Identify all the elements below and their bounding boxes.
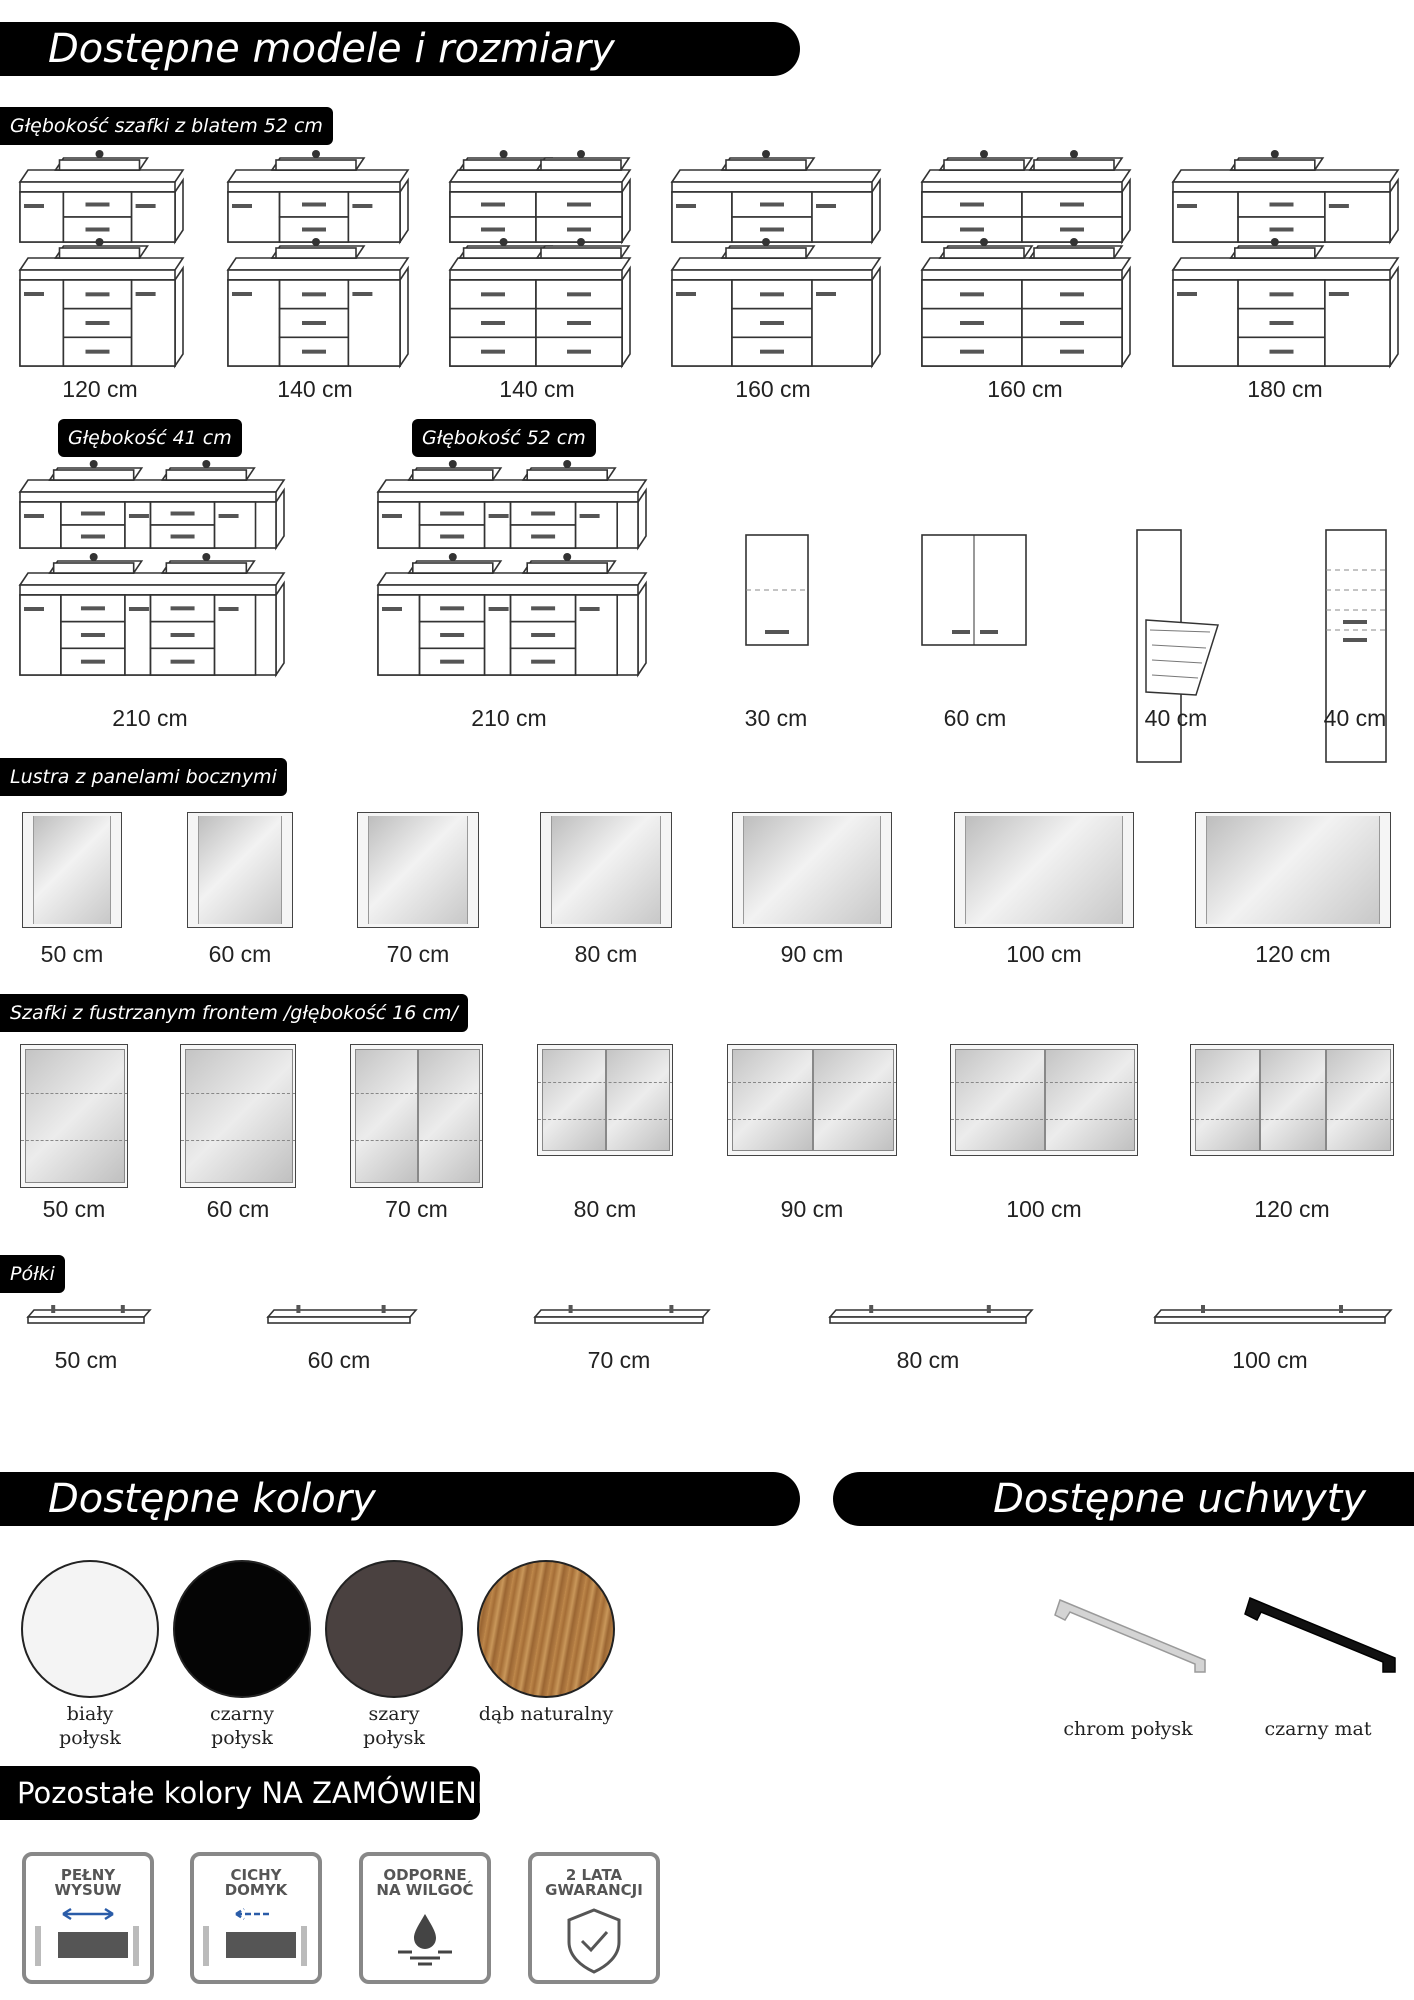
color-label xyxy=(162,1702,322,1750)
size-label: 120 cm xyxy=(62,376,138,402)
shelf-line xyxy=(1191,1082,1393,1083)
vanity-drawings xyxy=(0,150,1414,410)
vanity-cabinet xyxy=(20,460,284,548)
size-label: 120 cm xyxy=(1255,941,1331,967)
color-label xyxy=(10,1702,170,1750)
size-label: 70 cm xyxy=(385,1196,448,1222)
size-label: 40 cm xyxy=(1144,705,1208,731)
feature-text xyxy=(194,1868,318,1898)
vanity-cabinet xyxy=(672,150,880,242)
size-label: 70 cm xyxy=(587,1347,651,1373)
vanity-cabinet xyxy=(228,150,408,242)
shelf-line xyxy=(21,1140,127,1141)
size-label: 210 cm xyxy=(471,705,547,731)
shelf-line xyxy=(951,1082,1137,1083)
feature-badge xyxy=(22,1852,154,1984)
shelf-line xyxy=(351,1140,482,1141)
mirror-image xyxy=(732,812,892,928)
full-extension-icon xyxy=(33,1906,143,1976)
mirror-glass xyxy=(368,816,468,924)
feature-badge xyxy=(528,1852,660,1984)
color-swatch[interactable] xyxy=(477,1560,615,1698)
shelf-line xyxy=(181,1093,295,1094)
size-label: 90 cm xyxy=(780,941,844,967)
feature-line2: NA WILGOĆ xyxy=(376,1881,474,1899)
models-header xyxy=(0,22,800,76)
mirror-image xyxy=(1195,812,1391,928)
color-swatch[interactable] xyxy=(325,1560,463,1698)
mirror-cabinet-image xyxy=(20,1044,128,1188)
mirror-cabinet-image xyxy=(1190,1044,1394,1156)
tag-mirrors: Lustra z panelami bocznymi xyxy=(0,758,287,796)
color-swatch[interactable] xyxy=(173,1560,311,1698)
feature-line2: GWARANCJI xyxy=(545,1881,643,1899)
cabinet-door xyxy=(732,1049,813,1151)
shelf-image xyxy=(28,1310,150,1317)
other-colors-banner xyxy=(0,1766,504,1820)
vanity-cabinet xyxy=(228,238,408,366)
feature-text xyxy=(532,1868,656,1898)
size-label: 40 cm xyxy=(1323,705,1387,731)
mirror-image xyxy=(954,812,1134,928)
color-label-line1: czarny xyxy=(209,1703,275,1725)
feature-line1: ODPORNE xyxy=(383,1866,467,1884)
mirror-glass xyxy=(198,816,282,924)
color-label xyxy=(466,1702,626,1726)
mirror-cabinet-image xyxy=(537,1044,673,1156)
size-label: 70 cm xyxy=(386,941,450,967)
vanity-cabinet xyxy=(20,553,284,675)
cabinet-door xyxy=(25,1049,125,1183)
color-label xyxy=(314,1702,474,1750)
tag-depth52-top: Głębokość szafki z blatem 52 cm xyxy=(0,107,333,145)
other-colors-text: Pozostałe kolory NA ZAMÓWIENIE xyxy=(17,1776,504,1810)
size-label: 140 cm xyxy=(499,376,575,402)
mirror-cabinet-image xyxy=(727,1044,897,1156)
shield-check-icon xyxy=(539,1906,649,1976)
vanity-cabinet xyxy=(922,150,1130,242)
size-label: 80 cm xyxy=(573,1196,637,1222)
size-label: 50 cm xyxy=(54,1347,118,1373)
size-label: 210 cm xyxy=(112,705,188,731)
size-label: 80 cm xyxy=(574,941,638,967)
feature-line2: DOMYK xyxy=(224,1881,288,1899)
shelf-image xyxy=(830,1310,1032,1317)
cabinet-door xyxy=(185,1049,293,1183)
color-label-line1: dąb naturalny xyxy=(478,1703,614,1725)
shelf-line xyxy=(181,1140,295,1141)
colors-header xyxy=(0,1472,800,1526)
cabinet-door xyxy=(542,1049,606,1151)
size-label: 120 cm xyxy=(1254,1196,1330,1222)
colors-header-title: Dostępne kolory xyxy=(48,1476,376,1522)
vanity-cabinet xyxy=(378,553,646,675)
shelf-line xyxy=(538,1119,672,1120)
tag-depth52: Głębokość 52 cm xyxy=(412,419,596,457)
shelf-line xyxy=(951,1119,1137,1120)
color-label-line2: połysk xyxy=(211,1727,273,1749)
size-label: 30 cm xyxy=(744,705,808,731)
shelf-image xyxy=(535,1310,709,1317)
cabinet-door xyxy=(813,1049,894,1151)
size-label: 160 cm xyxy=(735,376,811,402)
mirror-image xyxy=(357,812,479,928)
color-label-line2: połysk xyxy=(363,1727,425,1749)
mirror-glass xyxy=(965,816,1123,924)
color-label-line1: biały xyxy=(66,1703,114,1725)
feature-line1: CICHY xyxy=(230,1866,282,1884)
size-label: 160 cm xyxy=(987,376,1063,402)
shelf-line xyxy=(728,1119,896,1120)
tag-cabinets: Szafki z fustrzanym frontem /głębokość 16 cm/ xyxy=(0,994,468,1032)
models-header-title: Dostępne modele i rozmiary xyxy=(48,26,615,72)
mirror-cabinet-image xyxy=(350,1044,483,1188)
mirror-cabinet-image xyxy=(950,1044,1138,1156)
soft-close-icon xyxy=(201,1906,311,1976)
vanity-cabinet xyxy=(672,238,880,366)
handle-label: czarny mat xyxy=(1264,1718,1372,1740)
black-handle-image xyxy=(1245,1590,1405,1680)
size-label: 60 cm xyxy=(943,705,1007,731)
vanity-cabinet xyxy=(450,150,630,242)
mirror-glass xyxy=(551,816,661,924)
mirror-image xyxy=(540,812,672,928)
shelf-line xyxy=(1191,1119,1393,1120)
size-label: 90 cm xyxy=(780,1196,844,1222)
feature-badge xyxy=(190,1852,322,1984)
tag-shelves: Półki xyxy=(0,1255,65,1293)
size-label: 180 cm xyxy=(1247,376,1323,402)
cabinet-door xyxy=(418,1049,481,1183)
feature-line1: PEŁNY xyxy=(60,1866,116,1884)
shelf-line xyxy=(728,1082,896,1083)
chrome-handle-image xyxy=(1055,1590,1215,1680)
handle-label: chrom połysk xyxy=(1063,1718,1193,1740)
cabinet-door xyxy=(355,1049,418,1183)
vanity-cabinet xyxy=(1173,238,1398,366)
color-label-line1: szary xyxy=(368,1703,420,1725)
cabinet-door xyxy=(1045,1049,1135,1151)
mirror-image xyxy=(187,812,293,928)
size-label: 80 cm xyxy=(896,1347,960,1373)
cabinet-door xyxy=(606,1049,670,1151)
cabinet-door xyxy=(955,1049,1045,1151)
water-drop-icon xyxy=(370,1906,480,1976)
mirror-cabinet-image xyxy=(180,1044,296,1188)
shelf-image xyxy=(1155,1310,1391,1317)
feature-line1: 2 LATA xyxy=(565,1866,623,1884)
mirror-glass xyxy=(1206,816,1380,924)
size-label: 100 cm xyxy=(1006,941,1082,967)
vanity-cabinet xyxy=(378,460,646,548)
vanity-cabinet xyxy=(1173,150,1398,242)
feature-text xyxy=(26,1868,150,1898)
size-label: 100 cm xyxy=(1232,1347,1308,1373)
size-label: 60 cm xyxy=(208,941,272,967)
feature-badge xyxy=(359,1852,491,1984)
mirror-image xyxy=(22,812,122,928)
size-label: 50 cm xyxy=(40,941,104,967)
mirror-glass xyxy=(33,816,111,924)
tag-depth41: Głębokość 41 cm xyxy=(58,419,242,457)
vanity-cabinet xyxy=(450,238,630,366)
shelf-line xyxy=(351,1093,482,1094)
shelf-drawings xyxy=(0,1305,1414,1345)
cabinet-door xyxy=(1260,1049,1325,1151)
feature-line2: WYSUW xyxy=(54,1881,122,1899)
color-swatch[interactable] xyxy=(21,1560,159,1698)
mirror-glass xyxy=(743,816,881,924)
shelf-line xyxy=(21,1093,127,1094)
cabinet-door xyxy=(1326,1049,1391,1151)
size-label: 140 cm xyxy=(277,376,353,402)
size-label: 100 cm xyxy=(1006,1196,1082,1222)
size-label: 60 cm xyxy=(307,1347,371,1373)
size-label: 50 cm xyxy=(42,1196,106,1222)
color-label-line2: połysk xyxy=(59,1727,121,1749)
handles-header-title: Dostępne uchwyty xyxy=(993,1476,1366,1522)
size-label: 60 cm xyxy=(206,1196,270,1222)
vanity-cabinet xyxy=(20,150,183,242)
shelf-line xyxy=(538,1082,672,1083)
vanity-cabinet xyxy=(20,238,183,366)
shelf-image xyxy=(268,1310,416,1317)
handles-header xyxy=(833,1472,1414,1526)
long-vanity-drawings xyxy=(0,460,1414,690)
feature-text xyxy=(363,1868,487,1898)
vanity-cabinet xyxy=(922,238,1130,366)
cabinet-door xyxy=(1195,1049,1260,1151)
